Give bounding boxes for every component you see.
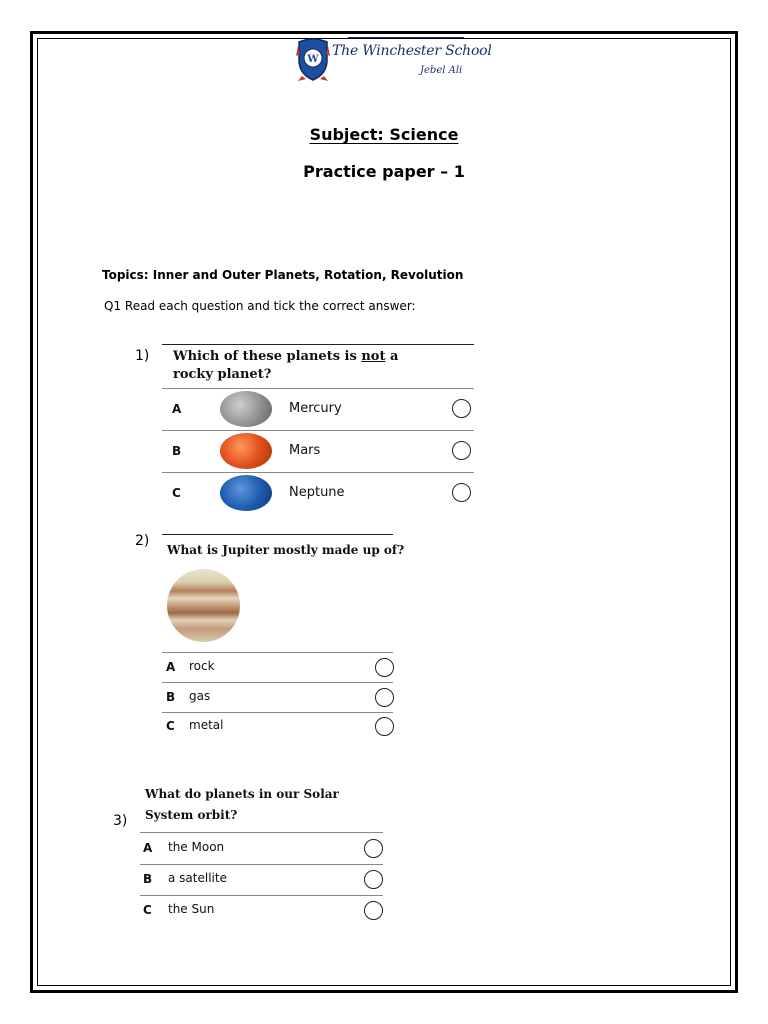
option-divider — [162, 682, 393, 683]
question-1-top-rule — [162, 344, 474, 345]
svg-text:W: W — [307, 54, 319, 65]
option-1b-label: Mars — [289, 443, 321, 458]
option-3c-radio[interactable] — [364, 901, 383, 920]
option-divider — [162, 712, 393, 713]
option-3b-letter: B — [143, 872, 153, 886]
option-3c-label: the Sun — [168, 902, 215, 916]
question-1-text: Which of these planets is not a — [173, 349, 399, 364]
topics-line: Topics: Inner and Outer Planets, Rotation, Revolution — [102, 268, 464, 282]
question-1-number: 1) — [135, 348, 150, 364]
school-name: The Winchester School — [332, 43, 492, 59]
option-3a-letter: A — [143, 841, 153, 855]
school-crest-icon — [296, 36, 330, 82]
option-1a-radio[interactable] — [452, 399, 471, 418]
option-divider — [140, 864, 383, 865]
question-2-top-rule — [162, 534, 393, 535]
subject-heading: Subject: Science — [309, 125, 459, 144]
option-1c-label: Neptune — [289, 485, 345, 500]
option-divider — [162, 652, 393, 653]
option-3b-label: a satellite — [168, 871, 227, 885]
question-3-text-line2: System orbit? — [145, 808, 238, 822]
option-2b-radio[interactable] — [375, 688, 394, 707]
option-2b-letter: B — [166, 690, 176, 704]
option-1c-letter: C — [172, 486, 181, 500]
question-3-text: What do planets in our Solar — [145, 787, 339, 801]
option-divider — [162, 388, 474, 389]
option-1b-letter: B — [172, 444, 182, 458]
option-1a-label: Mercury — [289, 401, 342, 416]
option-3b-radio[interactable] — [364, 870, 383, 889]
option-3c-letter: C — [143, 903, 152, 917]
school-logo — [296, 36, 492, 86]
option-2a-letter: A — [166, 660, 176, 674]
option-divider — [140, 832, 383, 833]
option-2c-letter: C — [166, 719, 175, 733]
option-2b-label: gas — [189, 689, 211, 703]
option-1c-radio[interactable] — [452, 483, 471, 502]
option-2a-label: rock — [189, 659, 215, 673]
mercury-planet-icon — [220, 391, 272, 427]
mars-planet-icon — [220, 433, 272, 469]
school-location: Jebel Ali — [420, 65, 463, 76]
question-2-text: What is Jupiter mostly made up of? — [167, 543, 405, 557]
question-2-number: 2) — [135, 533, 150, 549]
option-3a-radio[interactable] — [364, 839, 383, 858]
option-2c-radio[interactable] — [375, 717, 394, 736]
option-2a-radio[interactable] — [375, 658, 394, 677]
instruction-line: Q1 Read each question and tick the correct answer: — [104, 299, 416, 313]
option-divider — [162, 430, 474, 431]
jupiter-planet-icon — [167, 569, 240, 642]
option-divider — [140, 895, 383, 896]
option-3a-label: the Moon — [168, 840, 225, 854]
question-3-number: 3) — [113, 813, 128, 829]
option-divider — [162, 472, 474, 473]
option-2c-label: metal — [189, 718, 224, 732]
neptune-planet-icon — [220, 475, 272, 511]
option-1b-radio[interactable] — [452, 441, 471, 460]
option-1a-letter: A — [172, 402, 182, 416]
question-1-text-line2: rocky planet? — [173, 367, 272, 382]
paper-title: Practice paper – 1 — [303, 162, 465, 181]
